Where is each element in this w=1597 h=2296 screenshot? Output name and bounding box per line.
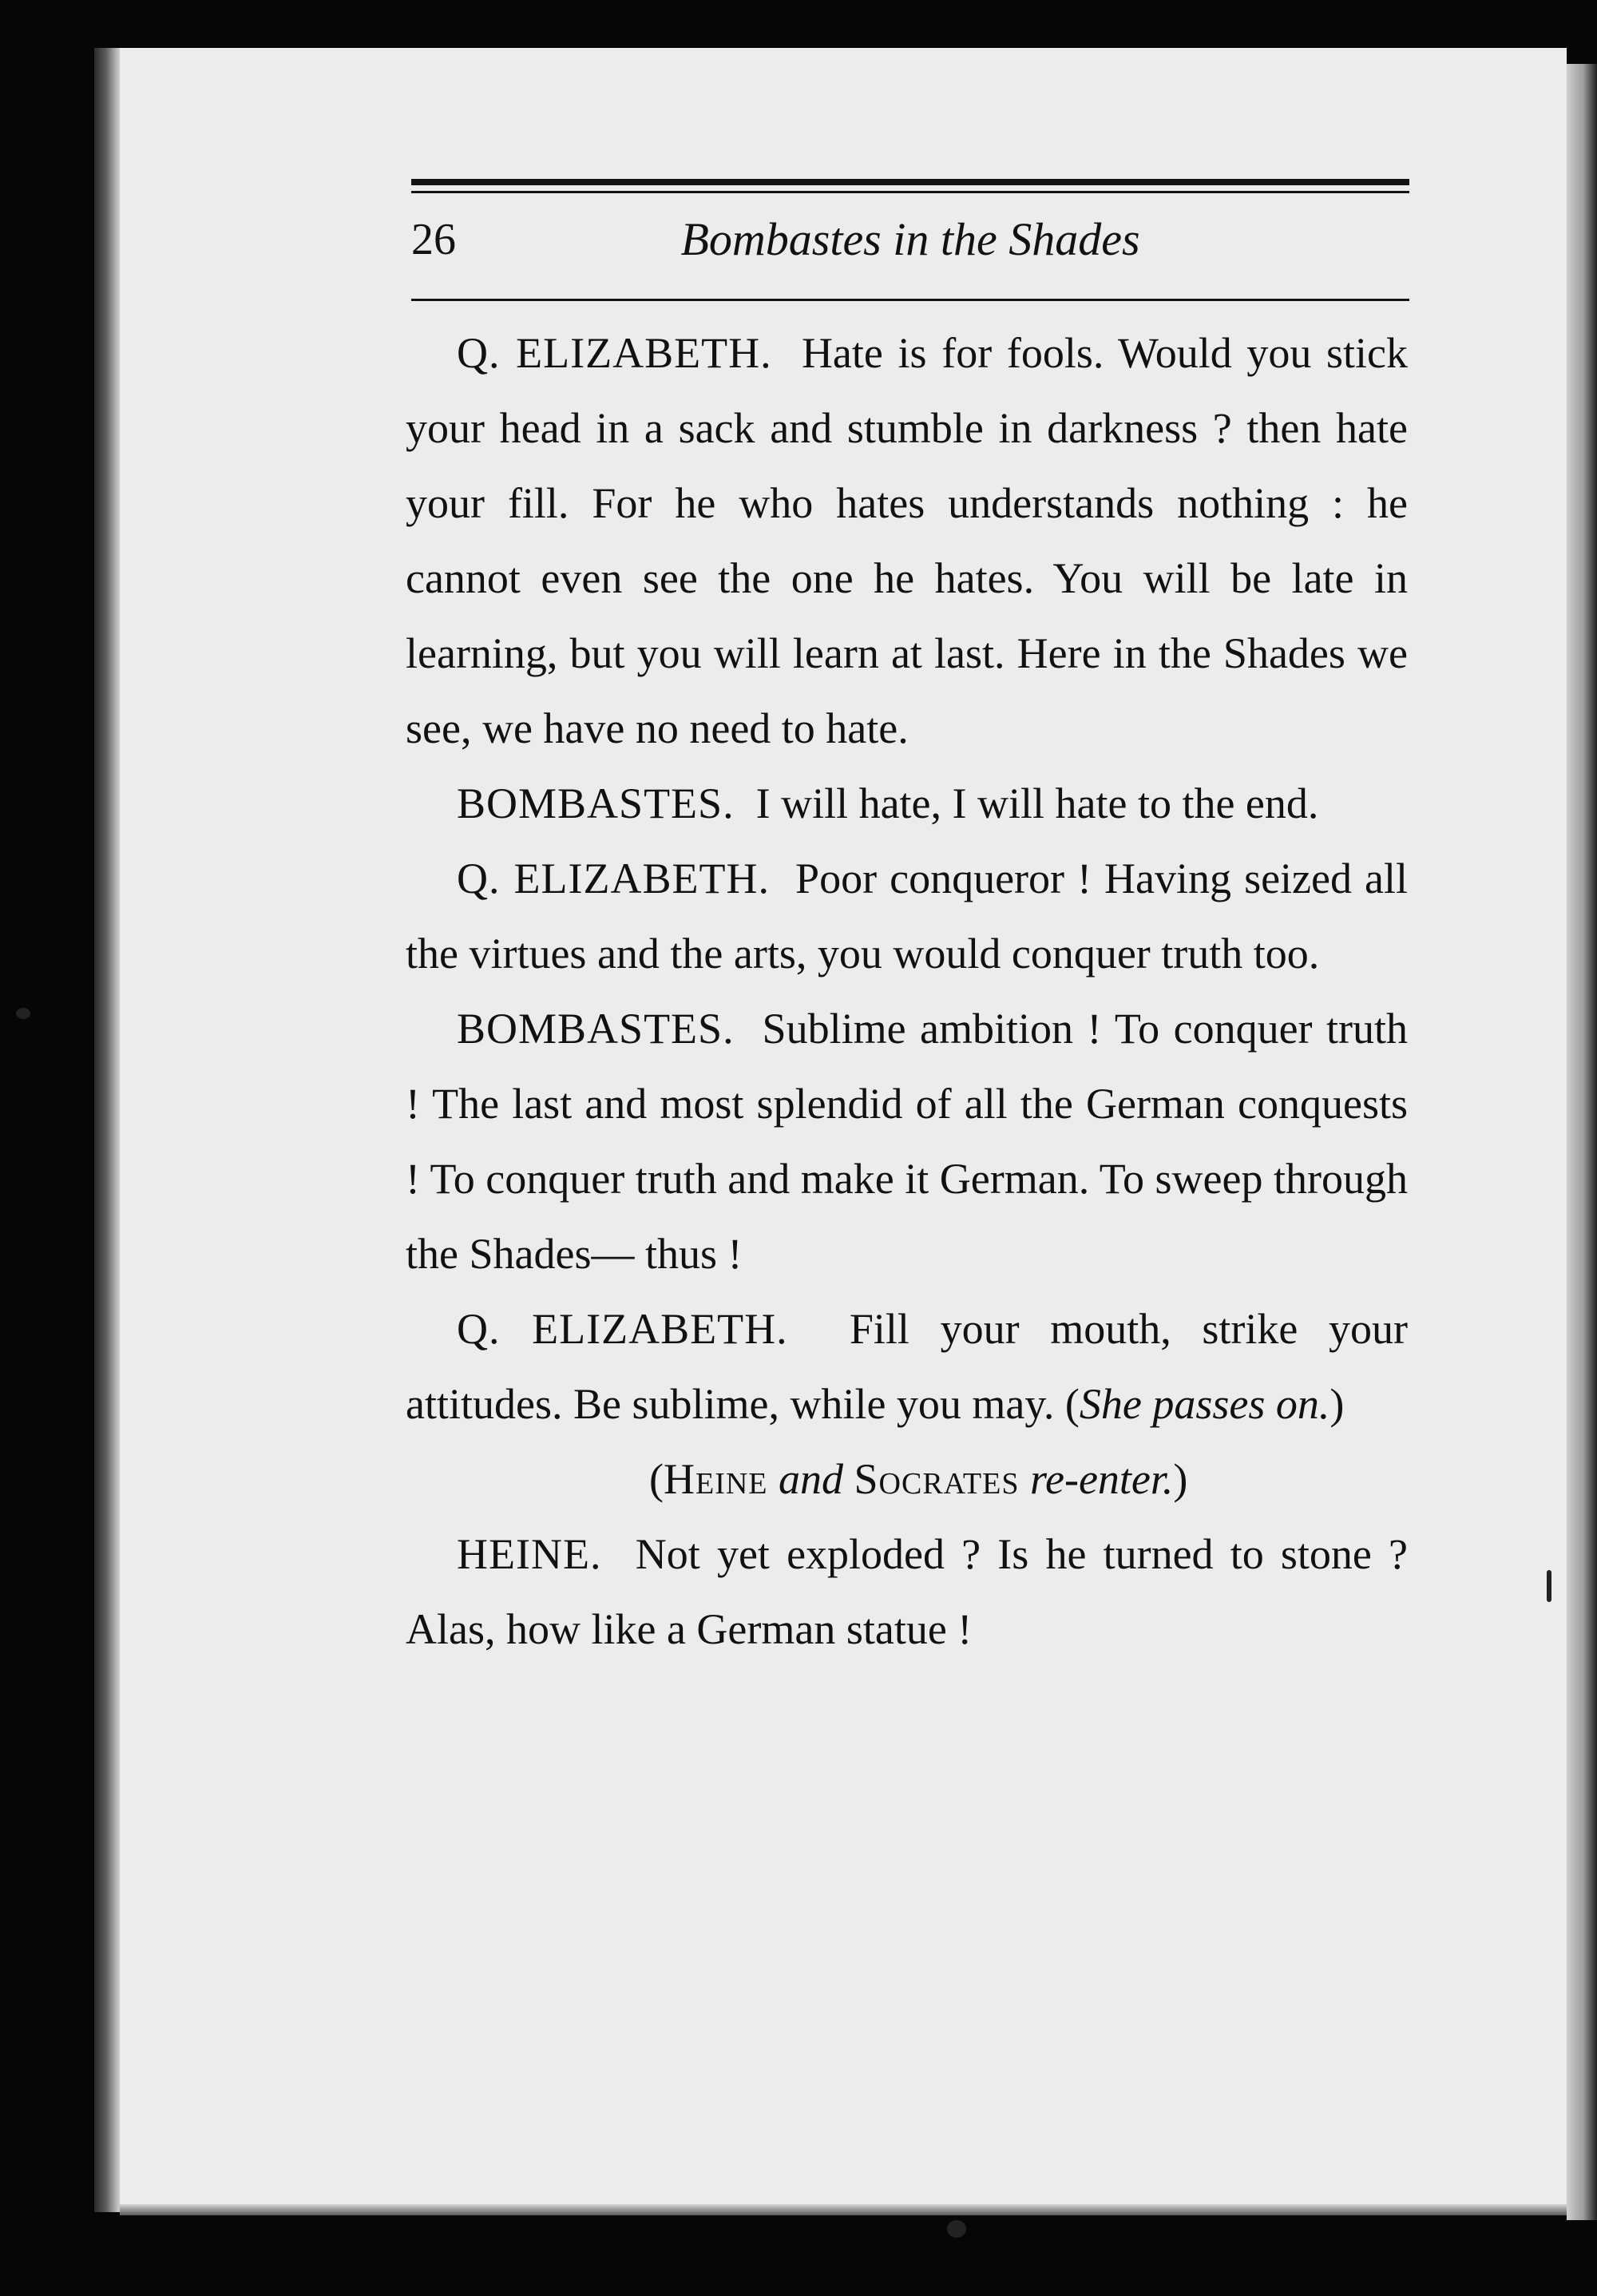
page-bottom-edge: [120, 2204, 1567, 2215]
speaker-name: Q. ELIZABETH.: [457, 855, 770, 902]
paragraph: [406, 766, 1408, 841]
speech-text: Poor conqueror ! Having seized all the virtues and the arts, you would conquer truth too.: [406, 855, 1409, 977]
inline-stage-close: ): [1330, 1380, 1345, 1428]
ink-speck: [947, 2220, 966, 2238]
paragraph: [406, 315, 1408, 766]
inline-stage-open: (: [1064, 1380, 1080, 1428]
speech-text: Fill your mouth, strike your attitudes. Be sublime, while you may.: [406, 1305, 1408, 1428]
stage-conjunction: and: [779, 1455, 844, 1503]
running-head: [411, 208, 1409, 272]
running-title: Bombastes in the Shades: [680, 213, 1140, 265]
book-spine-edge: [94, 48, 123, 2212]
body-text: [406, 315, 1408, 1667]
stage-paren-close: ): [1173, 1455, 1188, 1503]
speaker-name: BOMBASTES.: [457, 779, 735, 827]
paragraph: [406, 1291, 1408, 1441]
speech-text: I will hate, I will hate to the end.: [755, 779, 1319, 827]
paragraph: [406, 841, 1408, 991]
paragraph: [406, 991, 1408, 1291]
ink-speck: [1547, 1570, 1551, 1602]
speech-text: Sublime ambition ! To conquer truth ! The last and most splendid of all the German conquests ! To conquer truth and make it German. To sweep through the Shades— thus !: [406, 1005, 1408, 1278]
speech-text: Hate is for fools. Would you stick your head in a sack and stumble in darkness ? then hate your fill. For he who hates understands nothing : he cannot even see the one he hates. You will be late in learning, but you will learn at last. Here in the Shades we see, we have no need to hate.: [406, 329, 1409, 752]
speaker-name: Q. ELIZABETH.: [457, 329, 772, 377]
speech-text: Not yet exploded ? Is he turned to stone ? Alas, how like a German statue !: [406, 1530, 1408, 1653]
inline-stage-direction: She passes on.: [1079, 1380, 1330, 1428]
header-rule-thin: [411, 191, 1409, 193]
speaker-name: Q. ELIZABETH.: [457, 1305, 788, 1353]
stage-paren-open: (: [649, 1455, 664, 1503]
ink-speck: [16, 1008, 30, 1019]
header-rule-bottom: [411, 299, 1409, 301]
character-name: Socrates: [854, 1455, 1020, 1503]
paragraph: [406, 1517, 1408, 1667]
speaker-name: HEINE.: [457, 1530, 602, 1578]
facing-page-edge: [1567, 64, 1597, 2220]
stage-action: re-enter.: [1029, 1455, 1174, 1503]
character-name: Heine: [663, 1455, 768, 1503]
speaker-name: BOMBASTES.: [457, 1005, 735, 1053]
header-rule-thick: [411, 179, 1409, 185]
stage-direction: [406, 1441, 1408, 1517]
page-number: 26: [411, 215, 456, 264]
